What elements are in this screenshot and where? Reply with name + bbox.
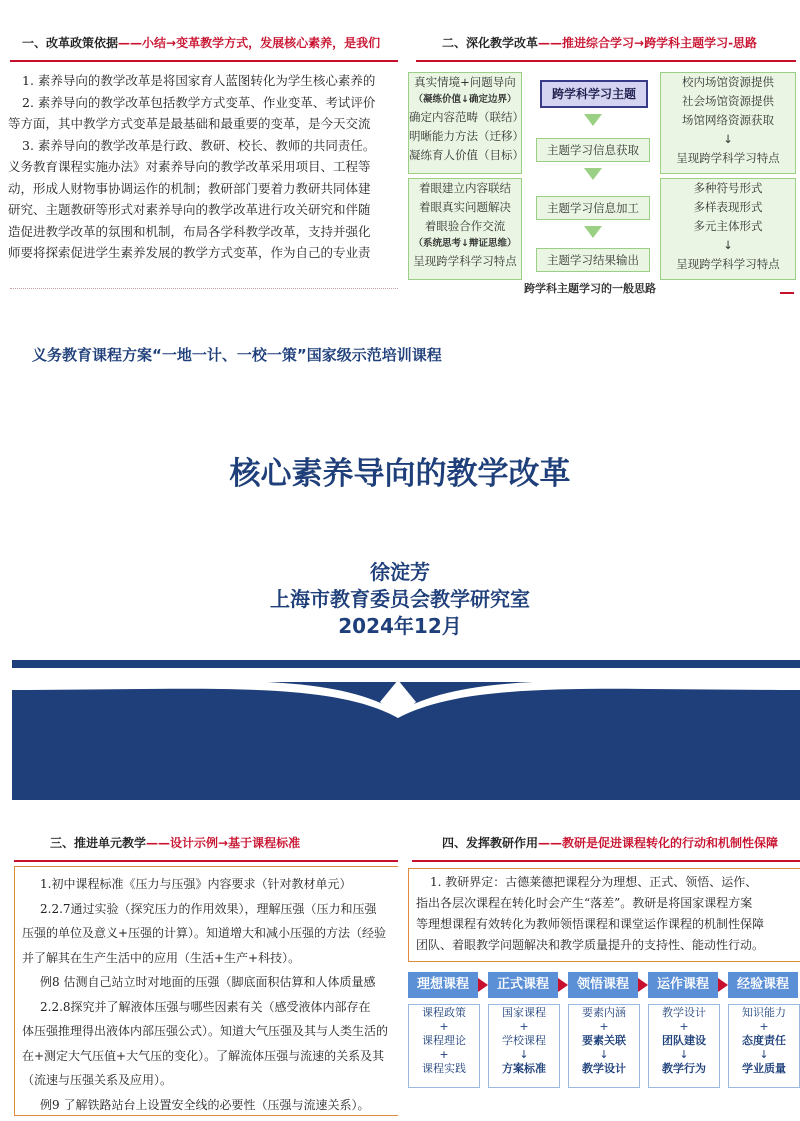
box-line: 场馆网络资源获取 — [682, 113, 774, 127]
definition-line: 团队、着眼教学问题解决和教学质量提升的支持性、能动性行动。 — [416, 938, 765, 952]
box-line: 多种符号形式 — [693, 181, 763, 195]
orientation-box — [408, 178, 522, 280]
box-line: 凝练育人价值（目标） — [409, 148, 524, 162]
theme-box: 跨学科学习主题 — [540, 80, 648, 108]
policy-line: 2. 素养导向的教学改革包括教学方式变革、作业变革、考试评价 — [22, 94, 376, 110]
column-item: 课程理论 — [422, 1034, 466, 1047]
standard-line: 例9 了解铁路站台上设置安全线的必要性（压强与流速关系）。 — [40, 1097, 370, 1112]
context-box — [408, 72, 522, 174]
column-item: + — [679, 1020, 689, 1033]
header-prefix: 三、推进单元教学 — [50, 836, 147, 850]
box-line: 校内场馆资源提供 — [682, 75, 774, 89]
form-box — [660, 178, 796, 280]
column-item: 知识能力 — [742, 1006, 786, 1019]
column-body — [568, 1004, 640, 1088]
column-body — [648, 1004, 720, 1088]
definition-line: 指出各层次课程在转化时会产生“落差”。教研是将国家课程方案 — [416, 896, 753, 910]
policy-line: 义务教育课程实施办法》对素养导向的教学改革采用项目、工程等 — [8, 159, 371, 174]
policy-line: 1. 素养导向的教学改革是将国家育人蓝图转化为学生核心素养的 — [22, 73, 376, 88]
policy-line: 研究、主题教研等形式对素养导向的教学改革进行攻关研究和伴随 — [8, 202, 371, 217]
banner-top-line — [12, 660, 800, 668]
bottom-border — [10, 288, 398, 289]
column-item: 课程实践 — [422, 1062, 466, 1075]
policy-line: 动，形成人财物事协调运作的机制；教研部门要着力教研共同体建 — [8, 180, 371, 196]
column-item: + — [599, 1020, 609, 1033]
box-line: 多样表现形式 — [693, 200, 763, 214]
column-item: 要素关联 — [582, 1034, 626, 1047]
column-item: 态度责任 — [742, 1034, 786, 1047]
cover-series: 义务教育课程方案“一地一计、一校一策”国家级示范培训课程 — [32, 346, 442, 364]
box-line: 社会场馆资源提供 — [682, 94, 774, 108]
transition-arrow-icon — [478, 978, 488, 992]
column-item: 教学设计 — [582, 1062, 626, 1075]
curriculum-text — [22, 872, 388, 1117]
header-suffix: ——小结→变革教学方式，发展核心素养，是我们 — [118, 36, 381, 50]
definition-line: 1. 教研界定：古德莱德把课程分为理想、正式、领悟、运作、 — [430, 875, 758, 889]
transition-arrow-icon — [558, 978, 568, 992]
standard-line: 在+测定大气压值+大气压的变化）。了解流体压强与流速的关系及其 — [22, 1048, 385, 1063]
transition-arrow-icon — [718, 978, 728, 992]
step-acquire: 主题学习信息获取 — [536, 138, 650, 162]
box-line: 着眼真实问题解决 — [419, 200, 511, 214]
column-item: 方案标准 — [502, 1062, 546, 1075]
standard-line: （流速与压强关系及应用）。 — [22, 1073, 173, 1087]
column-item: 教学设计 — [662, 1006, 706, 1019]
column-head: 理想课程 — [408, 972, 478, 998]
standard-line: 例8 估测自己站立时对地面的压强（脚底面积估算和人体质量感 — [40, 975, 376, 989]
standard-line: 压强的单位及意义+压强的计算）。知道增大和减小压强的方法（经验 — [22, 926, 387, 940]
header-suffix: ——教研是促进课程转化的行动和机制性保障 — [538, 836, 779, 850]
box-line: 着眼验合作交流 — [424, 219, 506, 233]
column-item: 团队建设 — [662, 1034, 706, 1047]
column-item: ↓ — [519, 1048, 529, 1061]
panel-policy-basis — [0, 20, 398, 298]
column-item: 课程政策 — [422, 1006, 466, 1019]
header-rule — [416, 60, 796, 62]
column-item: ↓ — [759, 1048, 769, 1061]
header-rule — [412, 860, 800, 862]
standard-line: 2.2.7通过实验（探究压力的作用效果），理解压强（压力和压强 — [40, 901, 377, 916]
header-suffix: ——推进综合学习→跨学科主题学习-思路 — [538, 36, 758, 50]
box-line: ↓ — [723, 132, 733, 146]
box-line: 真实情境+问题导向 — [414, 75, 516, 89]
column-head: 经验课程 — [728, 972, 798, 998]
policy-line: 等方面，其中教学方式变革是最基础和最重要的变革，是今天交流 — [8, 116, 371, 131]
policy-line: 师要将探索促进学生素养发展的教学方式变革，作为自己的专业责 — [8, 245, 371, 260]
cover-org: 上海市教育委员会教学研究室 — [270, 587, 530, 611]
column-item: + — [439, 1048, 449, 1061]
header-suffix: ——设计示例→基于课程标准 — [146, 836, 301, 850]
panel-header — [50, 834, 300, 851]
column-item: 学校课程 — [502, 1034, 546, 1047]
step-output: 主题学习结果输出 — [536, 248, 650, 272]
course-columns — [402, 970, 800, 1120]
box-line: 呈现跨学科学习特点 — [413, 254, 517, 268]
box-line: ↓ — [723, 238, 733, 252]
column-body — [408, 1004, 480, 1088]
panel-header — [442, 34, 757, 51]
column-body — [728, 1004, 800, 1088]
transition-arrow-icon — [638, 978, 648, 992]
box-line: 着眼建立内容联结 — [419, 181, 511, 195]
standard-line: 体压强推理得出液体内部压强公式）。知道大气压强及其与人类生活的 — [22, 1024, 389, 1038]
header-prefix: 四、发挥教研作用 — [442, 836, 539, 850]
column-item: + — [759, 1020, 769, 1033]
column-item: 教学行为 — [662, 1062, 706, 1075]
resource-box — [660, 72, 796, 174]
definition-line: 等理想课程有效转化为教师领悟课程和课堂运作课程的机制性保障 — [416, 917, 765, 931]
cover-author: 徐淀芳 — [370, 560, 430, 584]
step-process: 主题学习信息加工 — [536, 196, 650, 220]
policy-line: 3. 素养导向的教学改革是行政、教研、校长、教师的共同责任。 — [22, 137, 376, 153]
header-prefix: 一、改革政策依据 — [22, 36, 119, 50]
box-line: （系统思考↓辩证思维） — [413, 238, 517, 249]
policy-text — [8, 70, 375, 264]
header-rule — [10, 60, 398, 62]
column-item: 要素内涵 — [582, 1006, 626, 1019]
box-line: 呈现跨学科学习特点 — [676, 151, 780, 165]
column-head: 运作课程 — [648, 972, 718, 998]
column-item: + — [439, 1020, 449, 1033]
arrow-down — [584, 226, 602, 238]
panel-unit-teaching — [0, 820, 398, 1121]
standard-line: 2.2.8探究并了解液体压强与哪些因素有关（感受液体内部存在 — [40, 999, 371, 1014]
standard-line: 1.初中课程标准《压力与压强》内容要求（针对教材单元） — [40, 877, 352, 891]
box-line: 多元主体形式 — [693, 219, 763, 233]
arrow-down — [584, 114, 602, 126]
box-line: 呈现跨学科学习特点 — [676, 257, 780, 271]
column-body — [488, 1004, 560, 1088]
header-prefix: 二、深化教学改革 — [442, 36, 539, 50]
column-item: 国家课程 — [502, 1006, 546, 1019]
diagram-caption: 跨学科主题学习的一般思路 — [524, 282, 656, 295]
panel-teaching-research — [402, 820, 800, 1121]
panel-header — [442, 834, 778, 851]
box-line: 确定内容范畴（联结） — [409, 110, 524, 124]
arrow-down — [584, 168, 602, 180]
box-line: 明晰能力方法（迁移） — [409, 129, 524, 143]
box-line: （凝练价值↓确定边界） — [413, 94, 517, 105]
definition-text — [416, 872, 764, 956]
header-rule — [14, 860, 398, 862]
corner-mark — [780, 292, 794, 294]
cover-title: 核心素养导向的教学改革 — [229, 456, 571, 492]
column-head: 领悟课程 — [568, 972, 638, 998]
policy-line: 造促进教学改革的氛围和机制，布局各学科教学改革，支持并强化 — [8, 223, 371, 239]
column-item: 学业质量 — [742, 1062, 786, 1075]
cover-date: 2024年12月 — [338, 614, 462, 638]
column-item: + — [519, 1020, 529, 1033]
column-head: 正式课程 — [488, 972, 558, 998]
panel-interdisciplinary — [402, 20, 800, 298]
book-banner — [0, 650, 800, 800]
column-item: ↓ — [599, 1048, 609, 1061]
column-item: ↓ — [679, 1048, 689, 1061]
panel-header — [22, 34, 380, 51]
standard-line: 并了解其在生产生活中的应用（生活+生产+科技）。 — [22, 950, 301, 965]
